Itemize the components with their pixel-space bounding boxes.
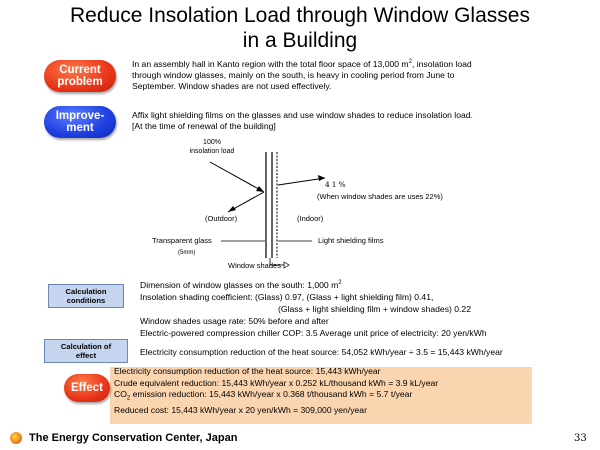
calc-line1-sup: 2 [338,280,342,286]
shade-arrow [284,262,289,268]
calc-conditions-box [48,284,124,308]
improvement-line2: [At the time of renewal of the building] [132,121,276,131]
pct-41: 41% [325,180,348,189]
incoming-arrowhead [256,186,264,192]
logo-icon [10,432,22,444]
calc-line5: Electric-powered compression chiller COP: 3.5 Average unit price of electricity: 20 yen/kWh [140,327,487,338]
shade-note: (When window shades are uses 22%) [317,192,443,201]
light-shielding-label: Light shielding films [318,236,384,245]
page-title-line2: in a Building [242,29,358,52]
calc-effect-box [44,339,128,363]
calc-line3: (Glass + light shielding film + window shades) 0.22 [278,303,471,314]
calc-effect-line1: Electricity consumption reduction of the heat source: 54,052 kWh/year ÷ 3.5 = 15,443 kWh/year [140,347,503,357]
current-problem-line1-post: , insolation load [411,58,472,69]
calc-line4: Window shades usage rate: 50% before and after [140,315,329,326]
improvement-badge [44,106,116,138]
window-shades-label: Window shades [228,261,281,270]
effect-line3-pre: CO [114,389,127,399]
reflected-arrowhead [228,206,236,212]
current-problem-line1: In an assembly hall in Kanto region with the total floor space of 13,000 m [132,58,409,69]
improvement-label: Improve-ment [55,110,105,134]
current-problem-text [132,57,572,92]
transmitted-arrowhead [318,175,325,181]
effect-line2: Crude equivalent reduction: 15,443 kWh/year x 0.252 kL/thousand kWh = 3.9 kL/year [114,377,439,388]
page-number: 33 [574,433,587,444]
indoor-label: (Indoor) [297,214,324,223]
calc-conditions-text [140,277,590,339]
effect-text [114,366,534,417]
transmitted-ray [278,178,325,185]
effect-badge [64,374,110,402]
calc-conditions-label: Calculation conditions [65,287,107,305]
effect-line4: Reduced cost: 15,443 kWh/year x 20 yen/kWh = 309,000 yen/year [114,405,367,416]
insolation-load-label [182,138,242,156]
effect-line3-sub: 2 [126,395,131,402]
reflected-ray [228,192,264,212]
calc-line1: Dimension of window glasses on the south: 1,000 m [140,279,339,290]
current-problem-line3: September. Window shades are not used effectively. [132,80,332,91]
calc-line2: Insolation shading coefficient: (Glass) 0.97, (Glass + light shielding film) 0.41, [140,291,434,302]
transparent-glass-label: Transparent glass [152,236,212,245]
effect-label: Effect [71,382,103,394]
insolation-pct: 100% [203,139,221,146]
insolation-text: insolation load [189,148,235,155]
incoming-ray [210,162,264,192]
improvement-line1: Affix light shielding films on the glasses and use window shades to reduce insolation load. [132,110,473,120]
current-problem-badge [44,60,116,92]
current-problem-label: Current problem [57,64,103,88]
calc-effect-label: Calculation of effect [60,342,112,360]
current-problem-sup: 2 [408,59,412,65]
page-title-line1: Reduce Insolation Load through Window Glasses [70,4,530,27]
glass-thickness-label: (5mm) [178,250,196,256]
current-problem-line2: through window glasses, mainly on the south, is heavy in cooling period from June to [132,69,455,80]
improvement-text [132,110,572,132]
effect-line3-post: emission reduction: 15,443 kWh/year x 0.368 t/thousand kWh = 5.7 t/year [130,389,413,399]
footer-org: The Energy Conservation Center, Japan [29,432,238,444]
outdoor-label: (Outdoor) [205,214,238,223]
effect-line1: Electricity consumption reduction of the heat source: 15,443 kWh/year [114,366,381,376]
